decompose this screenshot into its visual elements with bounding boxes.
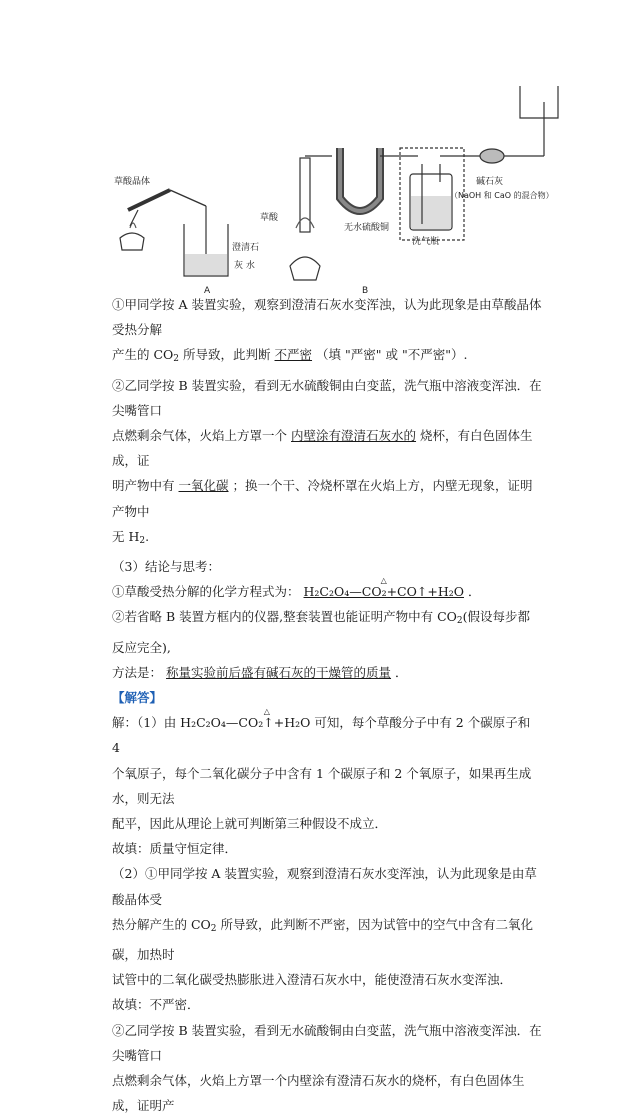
apparatus-figure: [100, 78, 560, 300]
label-cuso4: 无水硫酸铜: [344, 223, 390, 233]
line-2: 产生的 $CO_2$ 所导致，此判断 不严密 （填 "严密" 或 "不严密"）.: [112, 347, 468, 365]
line-3: ②乙同学按 B 装置实验，看到无水硫酸铜由白变蓝，洗气瓶中溶液变浑浊．在尖嘴管口: [112, 377, 542, 418]
line-8: ①草酸受热分解的化学方程式为： △ H₂C₂O₄—CO₂+CO↑+H₂O ．: [112, 579, 542, 604]
tube-a: [128, 190, 170, 210]
line-9: ②若省略 B 装置方框内的仪器,整套装置也能证明产物中有 $CO_2$(假设每步都反应完全),: [112, 609, 531, 655]
label-oxalic-crystal: 草酸晶体: [114, 177, 151, 187]
nozzle-beaker: [520, 86, 558, 118]
line-10: 方法是： 称量实验前后盛有碱石灰的干燥管的质量 ．: [112, 664, 408, 680]
line-7: （3）结论与思考：: [112, 559, 220, 575]
tube-b: [300, 158, 310, 232]
answer-blank-3: 一氧化碳: [178, 478, 229, 494]
line-18: 故填：不严密．: [112, 997, 200, 1013]
document-body: [112, 292, 542, 1119]
line-15: （2）①甲同学按 A 装置实验，观察到澄清石灰水变浑浊，认为此现象是由草酸晶体受: [112, 866, 537, 907]
line-17: 试管中的二氧化碳受热膨胀进入澄清石灰水中，能使澄清石灰水变浑浊．: [112, 972, 513, 988]
label-a: A: [204, 286, 211, 296]
equation-answer: △ H₂C₂O₄—CO₂+CO↑+H₂O: [303, 576, 464, 600]
u-tube: [340, 148, 380, 211]
label-sodalime: 碱石灰: [476, 177, 504, 187]
answer-blank-1: 不严密: [274, 347, 313, 363]
label-oxalic: 草酸: [260, 213, 279, 223]
line-4: 点燃剩余气体，火焰上方罩一个 内壁涂有澄清石灰水的 烧杯，有白色固体生成，证: [112, 428, 533, 469]
answer-blank-2: 内壁涂有澄清石灰水的: [291, 428, 417, 444]
burner-a: [120, 233, 144, 250]
label-limewater-2: 灰 水: [234, 261, 255, 271]
line-5: 明产物中有 一氧化碳 ；换一个干、冷烧杯罩在火焰上方，内壁无现象，证明产物中: [112, 478, 533, 519]
label-wash-bottle: 洗气瓶: [412, 237, 440, 247]
label-b: B: [362, 286, 369, 296]
line-13: 配平，因此从理论上就可判断第三种假设不成立．: [112, 816, 388, 832]
solution-tag: 【解答】: [112, 690, 163, 706]
line-16: 热分解产生的 $CO_2$ 所导致，此判断不严密，因为试管中的空气中含有二氧化碳，加热时: [112, 916, 534, 963]
label-limewater-1: 澄清石: [232, 243, 260, 253]
answer-blank-4: 称量实验前后盛有碱石灰的干燥管的质量: [166, 664, 392, 680]
line-14: 故填：质量守恒定律．: [112, 841, 238, 857]
line-19: ②乙同学按 B 装置实验，看到无水硫酸铜由白变蓝，洗气瓶中溶液变浑浊．在尖嘴管口: [112, 1022, 542, 1063]
drying-tube: [480, 149, 504, 163]
line-12: 个氧原子，每个二氧化碳分子中含有 1 个碳原子和 2 个氧原子，如果再生成水，则无法: [112, 765, 532, 806]
line-20: 点燃剩余气体，火焰上方罩一个内壁涂有澄清石灰水的烧杯，有白色固体生成，证明产: [112, 1073, 525, 1114]
label-sodalime-note: （NaOH 和 CaO 的混合物）: [450, 191, 554, 200]
line-1: ①甲同学按 A 装置实验，观察到澄清石灰水变浑浊，认为此现象是由草酸晶体受热分解: [112, 297, 542, 338]
line-6: 无 $H_2$.: [112, 528, 150, 546]
line-11: 【解答】 △ 解：（1）由 H₂C₂O₄—CO₂↑+H₂O 可知，每个草酸分子中有 2 个碳原子和 4: [112, 690, 531, 756]
